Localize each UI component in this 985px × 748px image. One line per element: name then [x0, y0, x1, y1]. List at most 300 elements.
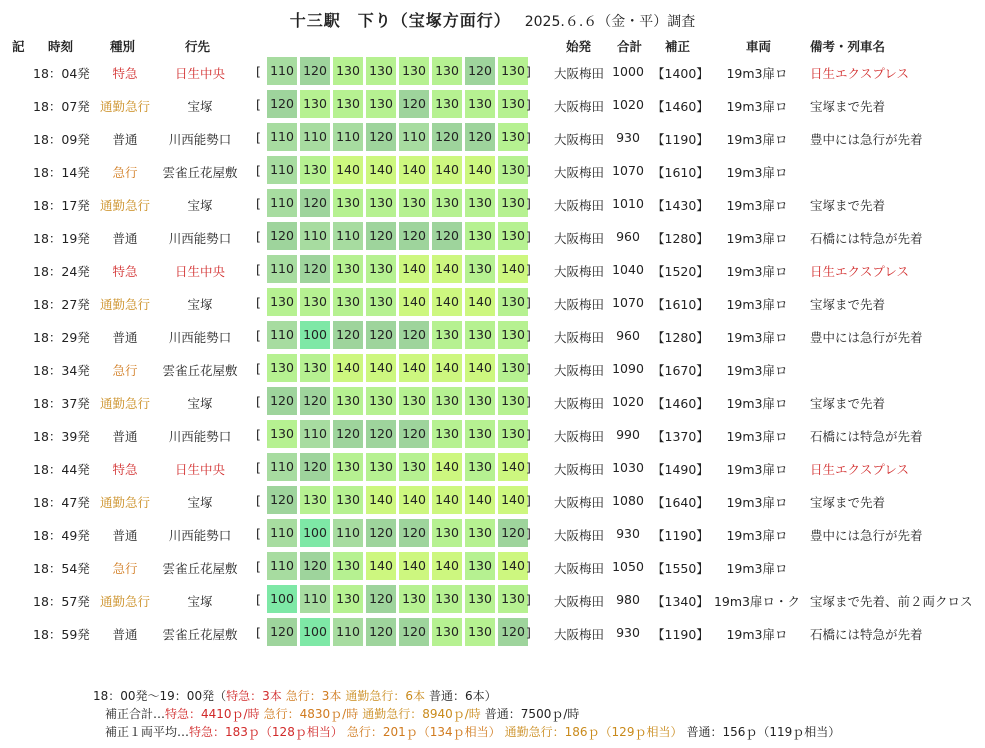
- destination: 雲雀丘花屋敷: [162, 363, 238, 378]
- car-load-cell: 130: [432, 519, 462, 547]
- car-load-cell: 130: [300, 90, 330, 118]
- car-load-cell: 130: [465, 189, 495, 217]
- header-ki: 記: [12, 39, 25, 54]
- train-row: [0, 616, 985, 649]
- remarks: 石橋には特急が先着: [810, 627, 923, 642]
- bracket-left: [: [256, 97, 261, 112]
- car-load-cell: 130: [399, 189, 429, 217]
- car-load-cell: 120: [399, 618, 429, 646]
- train-row: [0, 253, 985, 286]
- car-load-cell: 120: [498, 618, 528, 646]
- destination: 宝塚: [187, 99, 213, 114]
- bracket-left: [: [256, 493, 261, 508]
- load-adjusted: 【1460】: [652, 99, 709, 114]
- train-type: 特急: [112, 264, 138, 279]
- summary-counts-prefix: 18：00発～19：00発（: [93, 689, 227, 703]
- origin-station: 大阪梅田: [553, 495, 604, 510]
- load-total: 930: [616, 625, 640, 640]
- car-load-cell: 130: [366, 288, 396, 316]
- load-total: 980: [616, 592, 640, 607]
- car-load-cell: 120: [267, 222, 297, 250]
- load-total: 1020: [612, 394, 644, 409]
- car-load-cell: 120: [465, 123, 495, 151]
- car-load-cell: 120: [366, 123, 396, 151]
- car-load-cell: 120: [366, 519, 396, 547]
- load-adjusted: 【1400】: [652, 66, 709, 81]
- bracket-left: [: [256, 163, 261, 178]
- bracket-right: ]: [526, 97, 531, 112]
- train-row: [0, 220, 985, 253]
- train-row: [0, 55, 985, 88]
- car-load-cell: 110: [333, 123, 363, 151]
- departure-time: 18：57発: [33, 594, 90, 609]
- train-type: 普通: [112, 528, 138, 543]
- car-load-cell: 130: [498, 354, 528, 382]
- load-total: 990: [616, 427, 640, 442]
- car-load-cell: 140: [498, 486, 528, 514]
- train-type: 通勤急行: [99, 495, 150, 510]
- departure-time: 18：14発: [33, 165, 90, 180]
- car-load-cell: 100: [300, 519, 330, 547]
- load-total: 930: [616, 130, 640, 145]
- summary-adjusted-total: [93, 705, 840, 723]
- car-load-cell: 120: [333, 420, 363, 448]
- load-adjusted: 【1190】: [652, 132, 709, 147]
- train-row: [0, 88, 985, 121]
- car-load-cell: 110: [267, 552, 297, 580]
- load-total: 1010: [612, 196, 644, 211]
- car-load-cell: 140: [399, 354, 429, 382]
- car-load-cell: 140: [366, 552, 396, 580]
- car-load-cell: 110: [267, 189, 297, 217]
- bracket-left: [: [256, 328, 261, 343]
- car-load-cell: 130: [432, 189, 462, 217]
- load-total: 960: [616, 328, 640, 343]
- remarks: 宝塚まで先着: [810, 297, 886, 312]
- load-adjusted: 【1280】: [652, 330, 709, 345]
- departure-time: 18：47発: [33, 495, 90, 510]
- car-load-cell: 140: [465, 156, 495, 184]
- car-load-cell: 110: [333, 222, 363, 250]
- bracket-right: ]: [526, 460, 531, 475]
- car-load-cell: 130: [498, 585, 528, 613]
- car-load-cell: 120: [366, 585, 396, 613]
- car-load-cell: 130: [465, 519, 495, 547]
- bracket-left: [: [256, 196, 261, 211]
- car-load-cell: 120: [300, 189, 330, 217]
- car-load-cell: 130: [333, 90, 363, 118]
- bracket-left: [: [256, 262, 261, 277]
- train-row: [0, 187, 985, 220]
- origin-station: 大阪梅田: [553, 396, 604, 411]
- car-load-cell: 130: [498, 321, 528, 349]
- train-row: [0, 286, 985, 319]
- car-load-cell: 130: [498, 123, 528, 151]
- train-type: 普通: [112, 627, 138, 642]
- train-type: 急行: [112, 165, 138, 180]
- train-type: 普通: [112, 330, 138, 345]
- car-load-cell: 140: [366, 354, 396, 382]
- origin-station: 大阪梅田: [553, 429, 604, 444]
- bracket-left: [: [256, 64, 261, 79]
- car-type: 19m3扉ロ・ク: [713, 594, 801, 609]
- car-load-cell: 100: [300, 618, 330, 646]
- remarks: 宝塚まで先着: [810, 99, 886, 114]
- car-load-cell: 110: [333, 519, 363, 547]
- load-adjusted: 【1430】: [652, 198, 709, 213]
- load-adjusted: 【1370】: [652, 429, 709, 444]
- departure-time: 18：37発: [33, 396, 90, 411]
- car-load-cell: 140: [465, 288, 495, 316]
- destination: 日生中央: [174, 462, 225, 477]
- car-load-cell: 140: [399, 156, 429, 184]
- origin-station: 大阪梅田: [553, 231, 604, 246]
- destination: 雲雀丘花屋敷: [162, 561, 238, 576]
- car-load-cell: 130: [300, 156, 330, 184]
- load-adjusted: 【1340】: [652, 594, 709, 609]
- destination: 日生中央: [174, 66, 225, 81]
- car-load-cell: 120: [300, 453, 330, 481]
- train-type: 普通: [112, 231, 138, 246]
- car-load-cell: 120: [333, 321, 363, 349]
- table-header: [0, 37, 985, 55]
- car-load-cell: 110: [267, 453, 297, 481]
- load-total: 960: [616, 229, 640, 244]
- departure-time: 18：34発: [33, 363, 90, 378]
- load-total: 1050: [612, 559, 644, 574]
- bracket-right: ]: [526, 625, 531, 640]
- car-load-cell: 110: [267, 519, 297, 547]
- summary-total-express: 急行：4830ｐ/時: [263, 707, 359, 721]
- departure-time: 18：04発: [33, 66, 90, 81]
- departure-time: 18：27発: [33, 297, 90, 312]
- load-adjusted: 【1520】: [652, 264, 709, 279]
- load-total: 1020: [612, 97, 644, 112]
- train-type: 急行: [112, 363, 138, 378]
- car-load-cell: 140: [432, 453, 462, 481]
- car-load-cell: 130: [333, 189, 363, 217]
- train-row: [0, 517, 985, 550]
- departure-time: 18：07発: [33, 99, 90, 114]
- bracket-right: ]: [526, 130, 531, 145]
- car-load-cell: 140: [399, 552, 429, 580]
- departure-time: 18：09発: [33, 132, 90, 147]
- departure-time: 18：44発: [33, 462, 90, 477]
- car-load-cell: 140: [465, 354, 495, 382]
- car-load-cell: 130: [399, 453, 429, 481]
- remarks: 豊中には急行が先着: [810, 330, 923, 345]
- summary-footer: [93, 687, 840, 741]
- train-row: [0, 583, 985, 616]
- car-load-cell: 130: [333, 486, 363, 514]
- load-adjusted: 【1190】: [652, 528, 709, 543]
- departure-time: 18：54発: [33, 561, 90, 576]
- car-load-cell: 110: [267, 321, 297, 349]
- car-type: 19m3扉ロ: [726, 330, 788, 345]
- summary-total-commuter: 通勤急行：8940ｐ/時: [362, 707, 481, 721]
- car-load-cell: 130: [432, 90, 462, 118]
- train-type: 普通: [112, 132, 138, 147]
- car-load-cell: 130: [465, 387, 495, 415]
- bracket-right: ]: [526, 262, 531, 277]
- departure-time: 18：17発: [33, 198, 90, 213]
- car-load-cell: 110: [300, 123, 330, 151]
- car-load-cell: 140: [333, 354, 363, 382]
- bracket-left: [: [256, 427, 261, 442]
- destination: 雲雀丘花屋敷: [162, 627, 238, 642]
- summary-counts: [93, 687, 840, 705]
- remarks: 日生エクスプレス: [810, 66, 910, 81]
- car-load-cell: 120: [366, 321, 396, 349]
- header-adjusted: 補正: [665, 39, 691, 54]
- remarks: 日生エクスプレス: [810, 264, 910, 279]
- summary-avg-local: 普通：156ｐ（119ｐ相当）: [686, 725, 841, 739]
- destination: 宝塚: [187, 297, 213, 312]
- car-load-cell: 130: [366, 387, 396, 415]
- bracket-left: [: [256, 295, 261, 310]
- car-type: 19m3扉ロ: [726, 297, 788, 312]
- train-row: [0, 154, 985, 187]
- car-load-cell: 110: [267, 57, 297, 85]
- bracket-left: [: [256, 130, 261, 145]
- car-load-cell: 140: [465, 486, 495, 514]
- title-main: 十三駅 下り（宝塚方面行）: [289, 11, 511, 30]
- car-load-cell: 130: [498, 222, 528, 250]
- summary-counts-express: 急行：3本: [285, 689, 342, 703]
- car-load-cell: 130: [366, 57, 396, 85]
- car-load-cell: 140: [498, 453, 528, 481]
- train-row: [0, 121, 985, 154]
- header-time: 時刻: [48, 39, 74, 54]
- car-load-cell: 140: [366, 486, 396, 514]
- remarks: 宝塚まで先着、前２両クロス: [810, 594, 973, 609]
- load-total: 1080: [612, 493, 644, 508]
- car-load-cell: 130: [498, 288, 528, 316]
- car-load-cell: 130: [498, 189, 528, 217]
- load-adjusted: 【1640】: [652, 495, 709, 510]
- remarks: 豊中には急行が先着: [810, 528, 923, 543]
- car-load-cell: 110: [333, 618, 363, 646]
- destination: 宝塚: [187, 594, 213, 609]
- car-load-cell: 130: [333, 57, 363, 85]
- car-load-cell: 130: [300, 486, 330, 514]
- car-load-cell: 130: [465, 552, 495, 580]
- car-load-cell: 130: [333, 552, 363, 580]
- departure-time: 18：59発: [33, 627, 90, 642]
- car-load-cell: 120: [432, 222, 462, 250]
- car-load-cell: 120: [267, 486, 297, 514]
- origin-station: 大阪梅田: [553, 264, 604, 279]
- car-type: 19m3扉ロ: [726, 396, 788, 411]
- load-adjusted: 【1490】: [652, 462, 709, 477]
- car-load-cell: 120: [432, 123, 462, 151]
- car-load-cell: 130: [300, 354, 330, 382]
- car-load-cell: 130: [399, 57, 429, 85]
- car-load-cell: 100: [300, 321, 330, 349]
- departure-time: 18：29発: [33, 330, 90, 345]
- departure-time: 18：24発: [33, 264, 90, 279]
- bracket-left: [: [256, 625, 261, 640]
- car-load-cell: 110: [300, 585, 330, 613]
- car-load-cell: 130: [498, 156, 528, 184]
- title-survey-date: 2025.６.６（金・平）調査: [524, 14, 696, 30]
- destination: 宝塚: [187, 495, 213, 510]
- car-load-cell: 130: [432, 420, 462, 448]
- destination: 川西能勢口: [168, 330, 232, 345]
- train-table: [0, 55, 985, 649]
- car-load-cell: 130: [432, 321, 462, 349]
- origin-station: 大阪梅田: [553, 528, 604, 543]
- load-adjusted: 【1280】: [652, 231, 709, 246]
- summary-avg-prefix: 補正１両平均…: [105, 725, 190, 739]
- car-type: 19m3扉ロ: [726, 561, 788, 576]
- car-load-cell: 140: [399, 255, 429, 283]
- car-type: 19m3扉ロ: [726, 165, 788, 180]
- car-load-cell: 130: [432, 387, 462, 415]
- car-load-cell: 110: [267, 156, 297, 184]
- summary-total-local: 普通：7500ｐ/時: [484, 707, 580, 721]
- load-total: 1090: [612, 361, 644, 376]
- origin-station: 大阪梅田: [553, 561, 604, 576]
- origin-station: 大阪梅田: [553, 462, 604, 477]
- bracket-right: ]: [526, 196, 531, 211]
- train-row: [0, 550, 985, 583]
- car-load-cell: 140: [432, 354, 462, 382]
- summary-avg-commuter: 通勤急行：186ｐ（129ｐ相当）: [504, 725, 683, 739]
- car-load-cell: 130: [399, 585, 429, 613]
- car-type: 19m3扉ロ: [726, 99, 788, 114]
- origin-station: 大阪梅田: [553, 99, 604, 114]
- car-load-cell: 130: [366, 453, 396, 481]
- bracket-left: [: [256, 229, 261, 244]
- car-load-cell: 100: [267, 585, 297, 613]
- car-load-cell: 130: [267, 288, 297, 316]
- bracket-right: ]: [526, 526, 531, 541]
- remarks: 豊中には急行が先着: [810, 132, 923, 147]
- summary-avg-express: 急行：201ｐ（134ｐ相当）: [346, 725, 501, 739]
- remarks: 日生エクスプレス: [810, 462, 910, 477]
- bracket-right: ]: [526, 64, 531, 79]
- car-type: 19m3扉ロ: [726, 429, 788, 444]
- departure-time: 18：49発: [33, 528, 90, 543]
- car-type: 19m3扉ロ: [726, 462, 788, 477]
- train-type: 通勤急行: [99, 99, 150, 114]
- destination: 雲雀丘花屋敷: [162, 165, 238, 180]
- load-adjusted: 【1610】: [652, 165, 709, 180]
- train-type: 特急: [112, 66, 138, 81]
- bracket-left: [: [256, 526, 261, 541]
- destination: 川西能勢口: [168, 132, 232, 147]
- bracket-left: [: [256, 361, 261, 376]
- train-row: [0, 319, 985, 352]
- car-load-cell: 130: [432, 57, 462, 85]
- train-type: 急行: [112, 561, 138, 576]
- departure-time: 18：19発: [33, 231, 90, 246]
- destination: 日生中央: [174, 264, 225, 279]
- load-total: 1040: [612, 262, 644, 277]
- car-load-cell: 130: [333, 453, 363, 481]
- car-load-cell: 130: [267, 354, 297, 382]
- bracket-right: ]: [526, 493, 531, 508]
- train-row: [0, 484, 985, 517]
- car-load-cell: 110: [267, 255, 297, 283]
- train-type: 通勤急行: [99, 594, 150, 609]
- car-type: 19m3扉ロ: [726, 66, 788, 81]
- bracket-right: ]: [526, 163, 531, 178]
- car-load-cell: 140: [399, 288, 429, 316]
- car-type: 19m3扉ロ: [726, 627, 788, 642]
- train-type: 通勤急行: [99, 198, 150, 213]
- car-load-cell: 130: [333, 288, 363, 316]
- car-load-cell: 130: [465, 255, 495, 283]
- bracket-right: ]: [526, 394, 531, 409]
- train-row: [0, 451, 985, 484]
- origin-station: 大阪梅田: [553, 297, 604, 312]
- car-type: 19m3扉ロ: [726, 231, 788, 246]
- car-load-cell: 130: [432, 585, 462, 613]
- car-load-cell: 120: [399, 321, 429, 349]
- destination: 宝塚: [187, 396, 213, 411]
- train-type: 特急: [112, 462, 138, 477]
- car-load-cell: 120: [498, 519, 528, 547]
- car-load-cell: 110: [399, 123, 429, 151]
- origin-station: 大阪梅田: [553, 330, 604, 345]
- remarks: 石橋には特急が先着: [810, 231, 923, 246]
- car-load-cell: 140: [432, 255, 462, 283]
- car-load-cell: 130: [465, 585, 495, 613]
- car-load-cell: 120: [399, 90, 429, 118]
- car-load-cell: 110: [300, 222, 330, 250]
- car-load-cell: 140: [432, 156, 462, 184]
- bracket-left: [: [256, 559, 261, 574]
- car-load-cell: 140: [498, 552, 528, 580]
- load-total: 1070: [612, 295, 644, 310]
- car-load-cell: 130: [498, 420, 528, 448]
- bracket-right: ]: [526, 559, 531, 574]
- car-load-cell: 140: [399, 486, 429, 514]
- remarks: 宝塚まで先着: [810, 198, 886, 213]
- car-load-cell: 130: [366, 255, 396, 283]
- remarks: 宝塚まで先着: [810, 495, 886, 510]
- car-load-cell: 120: [366, 420, 396, 448]
- summary-total-limited: 特急：4410ｐ/時: [165, 707, 260, 721]
- load-total: 930: [616, 526, 640, 541]
- car-load-cell: 120: [267, 90, 297, 118]
- bracket-right: ]: [526, 328, 531, 343]
- car-type: 19m3扉ロ: [726, 363, 788, 378]
- load-adjusted: 【1460】: [652, 396, 709, 411]
- car-load-cell: 130: [333, 585, 363, 613]
- car-load-cell: 130: [465, 618, 495, 646]
- car-load-cell: 140: [432, 486, 462, 514]
- remarks: 石橋には特急が先着: [810, 429, 923, 444]
- car-load-cell: 130: [465, 453, 495, 481]
- car-load-cell: 140: [432, 552, 462, 580]
- car-load-cell: 120: [300, 552, 330, 580]
- origin-station: 大阪梅田: [553, 363, 604, 378]
- car-load-cell: 130: [267, 420, 297, 448]
- car-load-cell: 140: [432, 288, 462, 316]
- bracket-left: [: [256, 460, 261, 475]
- bracket-right: ]: [526, 427, 531, 442]
- car-load-cell: 110: [300, 420, 330, 448]
- destination: 川西能勢口: [168, 231, 232, 246]
- destination: 宝塚: [187, 198, 213, 213]
- car-load-cell: 120: [300, 57, 330, 85]
- load-total: 1000: [612, 64, 644, 79]
- car-load-cell: 130: [465, 222, 495, 250]
- car-load-cell: 120: [399, 420, 429, 448]
